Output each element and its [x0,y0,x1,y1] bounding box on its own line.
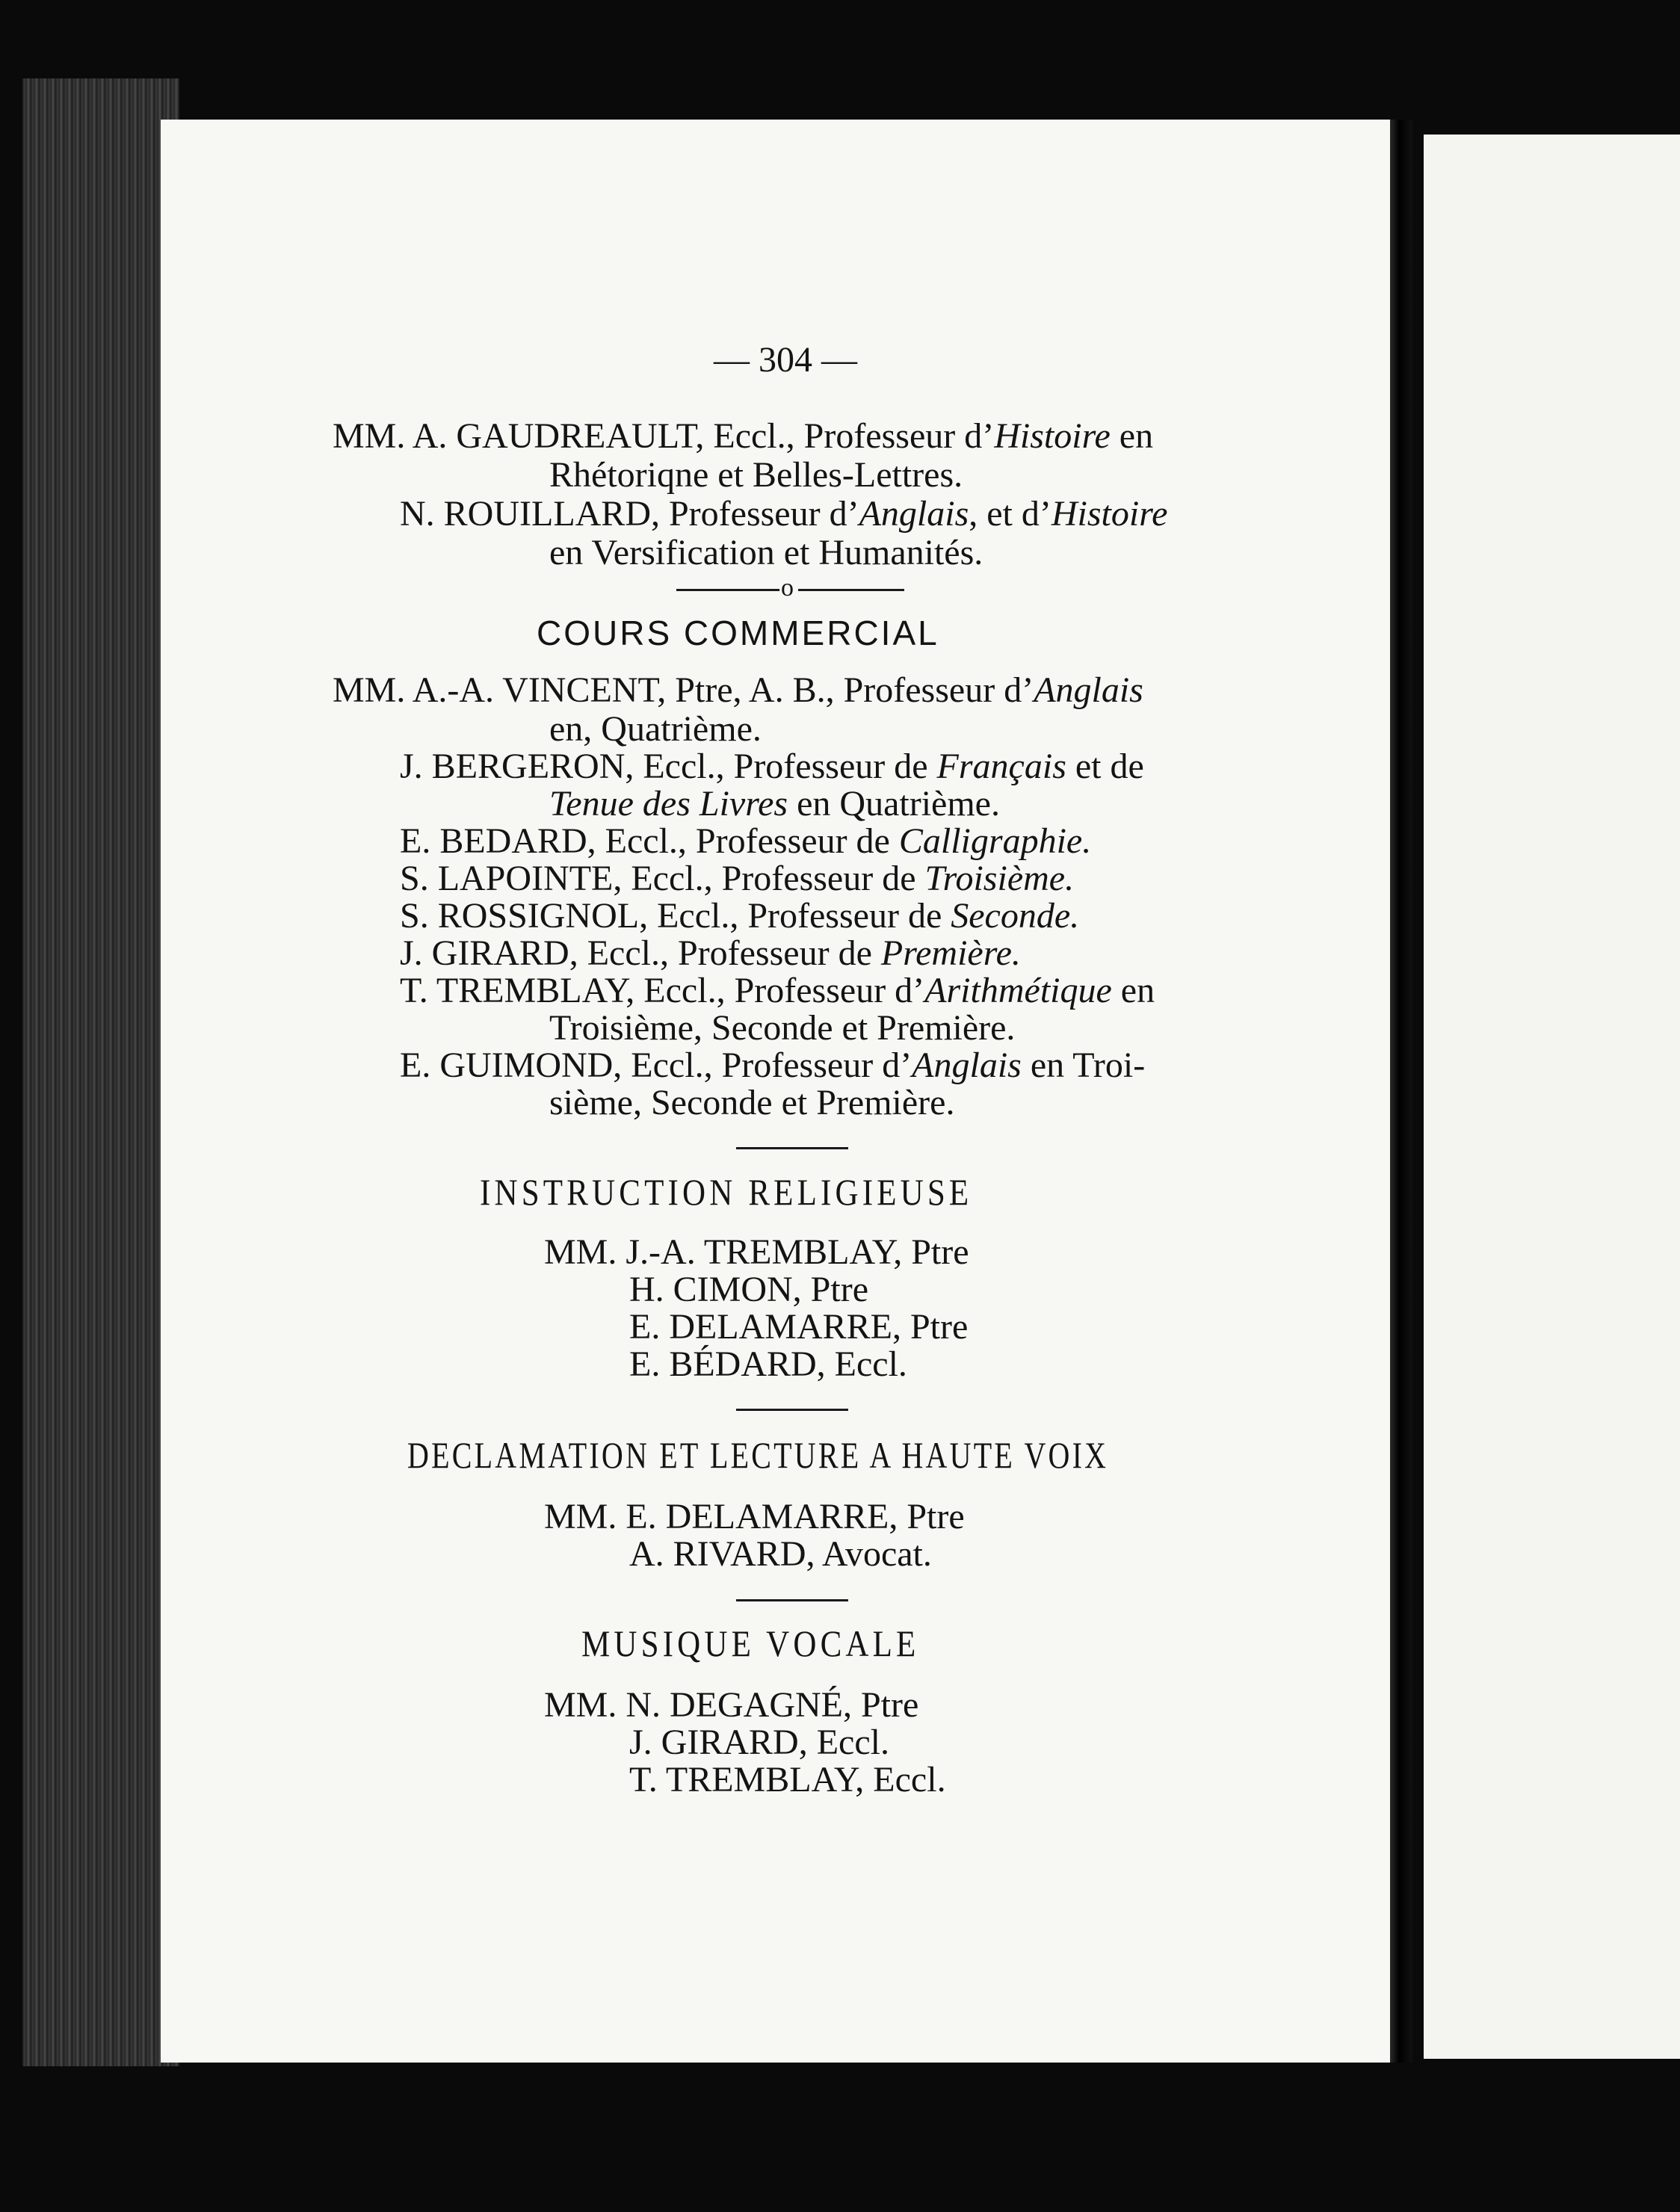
musique-line: T. TREMBLAY, Eccl. [629,1760,946,1799]
cours-line-text: Troisième, Seconde et Première. [549,1008,1016,1048]
history-line-1-italic: Histoire [994,416,1111,456]
cours-line-text: S. LAPOINTE, Eccl., Professeur de [400,859,925,898]
cours-line [549,1085,954,1121]
cours-line-text: S. ROSSIGNOL, Eccl., Professeur de [400,896,951,936]
section-rule [736,1409,848,1411]
history-line-1 [333,418,1153,454]
history-line-4: en Versification et Humanités. [549,533,983,572]
cours-line-italic: Anglais [912,1045,1022,1085]
history-line-3-italic-2: Histoire [1051,494,1168,534]
cours-line-italic: Français [936,747,1066,786]
page-stack-edge [22,78,179,2066]
instruction-line: H. CIMON, Ptre [629,1270,868,1309]
cours-line-tail: en Troi- [1021,1045,1146,1085]
history-line-3-italic-1: Anglais [859,494,969,534]
cours-line [549,1010,1015,1046]
cours-line [400,973,1155,1009]
cours-line-text: sième, Seconde et Première. [549,1083,955,1122]
cours-line-italic: Troisième. [924,859,1075,898]
section-rule [736,1147,848,1149]
cours-line-italic: Anglais [1034,670,1143,710]
separator-rule-left [676,589,779,591]
cours-line-tail: en [1111,971,1155,1010]
instruction-line: MM. J.-A. TREMBLAY, Ptre [544,1232,969,1272]
cours-line-italic: Tenue des Livres [549,784,788,824]
separator-mark: o [781,574,794,602]
history-line-1-tail: en [1110,416,1154,456]
instruction-line: E. BÉDARD, Eccl. [629,1344,907,1384]
facing-page [1424,135,1680,2059]
cours-line-italic: Seconde. [951,896,1080,936]
cours-line-italic: Calligraphie. [898,821,1092,861]
cours-line [400,821,1092,861]
history-line-1-text: MM. A. GAUDREAULT, Eccl., Professeur d’ [333,416,995,456]
declamation-heading: DECLAMATION ET LECTURE A HAUTE VOIX [407,1434,1109,1476]
cours-line-text: en, Quatrième. [549,709,762,749]
cours-line [549,786,1000,822]
cours-line-text: T. TREMBLAY, Eccl., Professeur d’ [400,971,925,1010]
cours-line [549,711,762,747]
cours-line [400,933,1021,973]
musique-vocale-heading: MUSIQUE VOCALE [581,1622,920,1664]
cours-line [333,670,1143,710]
musique-line: MM. N. DEGAGNÉ, Ptre [544,1685,919,1725]
separator-rule-right [798,589,904,591]
cours-line-text: J. GIRARD, Eccl., Professeur de [400,933,881,973]
section-rule [736,1599,848,1601]
cours-line-italic: Arithmétique [924,971,1112,1010]
declamation-line: MM. E. DELAMARRE, Ptre [544,1497,965,1536]
cours-line [400,1045,1146,1085]
cours-line-text: J. BERGERON, Eccl., Professeur de [400,747,937,786]
cours-line-text: MM. A.-A. VINCENT, Ptre, A. B., Professeur d’ [333,670,1034,710]
cours-line-italic: Première. [880,933,1021,973]
declamation-line: A. RIVARD, Avocat. [629,1534,932,1574]
cours-line-text: E. GUIMOND, Eccl., Professeur d’ [400,1045,912,1085]
instruction-line: E. DELAMARRE, Ptre [629,1307,969,1347]
history-line-3 [400,496,1167,532]
cours-commercial-heading: COURS COMMERCIAL [537,614,939,652]
cours-line [400,861,1074,897]
cours-line [400,898,1079,934]
instruction-religieuse-heading: INSTRUCTION RELIGIEUSE [480,1171,973,1213]
history-line-3-text: N. ROUILLARD, Professeur d’ [400,494,859,534]
page-number: — 304 — [714,340,857,380]
cours-line-text: E. BEDARD, Eccl., Professeur de [400,821,899,861]
history-line-3-mid: , et d’ [969,494,1051,534]
musique-line: J. GIRARD, Eccl. [629,1723,889,1762]
cours-line-tail: et de [1066,747,1144,786]
book-gutter [1390,120,1412,2063]
cours-line-tail: en Quatrième. [788,784,1000,824]
cours-line [400,749,1144,785]
history-line-2: Rhétoriqne et Belles-Lettres. [549,455,963,495]
